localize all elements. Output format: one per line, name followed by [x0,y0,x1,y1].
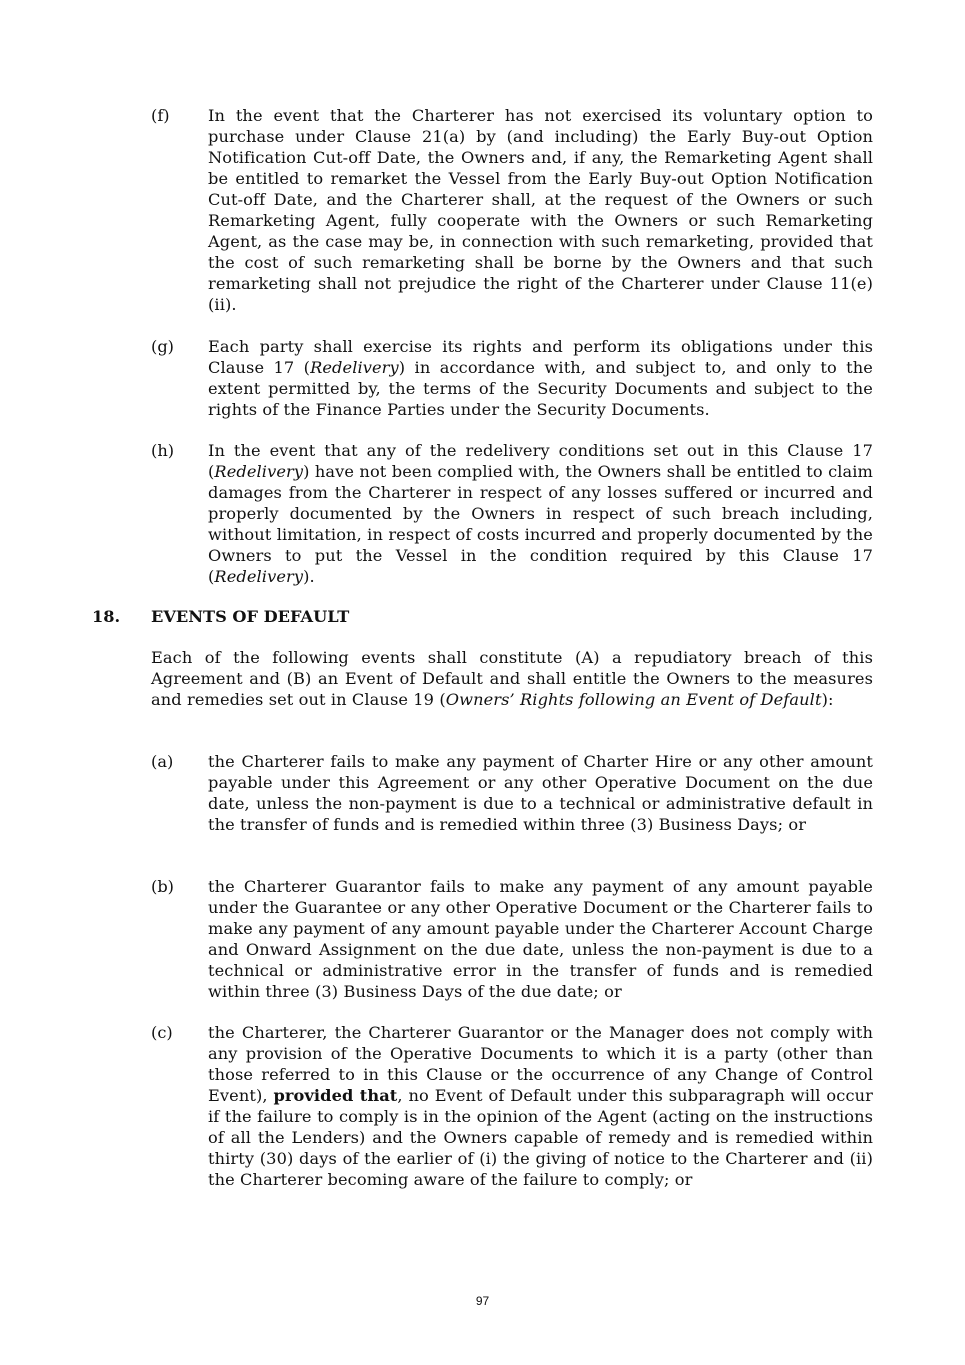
item-h-text-before: In the event that any of the redelivery conditions set out in this Clause 17 ( [208,441,873,481]
item-label-f: (f) [151,106,170,125]
item-c-text-after: , no Event of Default under this subparagraph will occur if the failure to comply is in the opinion of the Agent (acting on the instructions of all the Lenders) and the Owners capable of remedy and is remedied within thirty (30) days of the earlier of (i) the giving of notice to the Charterer and (ii) the Charterer becoming aware of the failure to comply; or [208,1086,873,1189]
section-intro [151,647,873,710]
item-h-text [208,440,873,587]
item-c-text-before: the Charterer, the Charterer Guarantor or the Manager does not comply with any provision of the Operative Documents to which it is a party (other than those referred to in this Clause or the occurrence of any Change of Control Event), [208,1023,873,1105]
item-c-bold: provided that [273,1086,398,1105]
intro-text-after: ): [821,690,834,709]
item-h-italic: Redelivery [214,462,304,481]
page-number: 97 [475,1294,490,1308]
item-f-text: In the event that the Charterer has not exercised its voluntary option to purchase under Clause 21(a) by (and including) the Early Buy-out Option Notification Cut-off Date, the Owners and, if any, the Remarketing Agent shall be entitled to remarket the Vessel from the Early Buy-out Option Notification Cut-off Date, and the Charterer shall, at the request of the Owners or such Remarketing Agent, fully cooperate with the Owners or such Remarketing Agent, as the case may be, in connection with such remarketing, provided that the cost of such remarketing shall be borne by the Owners and that such remarketing shall not prejudice the right of the Charterer under Clause 11(e)(ii). [208,106,873,314]
section-number: 18. [92,607,121,626]
item-h-italic-2: Redelivery [214,567,304,586]
item-b-text: the Charterer Guarantor fails to make any payment of any amount payable under the Guarantee or any other Operative Document or the Charterer fails to make any payment of any amount payable under the Charterer Account Charge and Onward Assignment on the due date, unless the non-payment is due to a technical or administrative error in the transfer of funds and is remedied within three (3) Business Days of the due date; or [208,877,873,1001]
item-c-text [208,1022,873,1190]
item-label-g: (g) [151,337,174,356]
item-h-text-after: ). [303,567,315,586]
item-g-italic: Redelivery [310,358,399,377]
item-a-text: the Charterer fails to make any payment of Charter Hire or any other amount payable under this Agreement or any other Operative Document on the due date, unless the non-payment is due to a technical or administrative default in the transfer of funds and is remedied within three (3) Business Days; or [208,752,873,834]
item-g-text [208,336,873,420]
item-h-text-middle: ) have not been complied with, the Owners shall be entitled to claim damages from the Charterer in respect of any losses suffered or incurred and properly documented by the Owners in respect of such breach including, without limitation, in respect of costs incurred and properly documented by the Owners to put the Vessel in the condition required by this Clause 17 ( [208,462,873,586]
item-g-text-after: ) in accordance with, and subject to, and only to the extent permitted by, the terms of the Security Documents and subject to the rights of the Finance Parties under the Security Documents. [208,358,873,419]
section-title: EVENTS OF DEFAULT [151,607,350,626]
item-label-c: (c) [151,1023,173,1042]
intro-text-before: Each of the following events shall constitute (A) a repudiatory breach of this Agreement and (B) an Event of Default and shall entitle the Owners to the measures and remedies set out in Clause 19 ( [151,648,873,709]
item-label-a: (a) [151,752,174,771]
intro-italic: Owners’ Rights following an Event of Default [445,690,822,709]
item-label-h: (h) [151,441,175,460]
item-label-b: (b) [151,877,174,896]
item-g-text-before: Each party shall exercise its rights and perform its obligations under this Clause 17 ( [208,337,873,377]
